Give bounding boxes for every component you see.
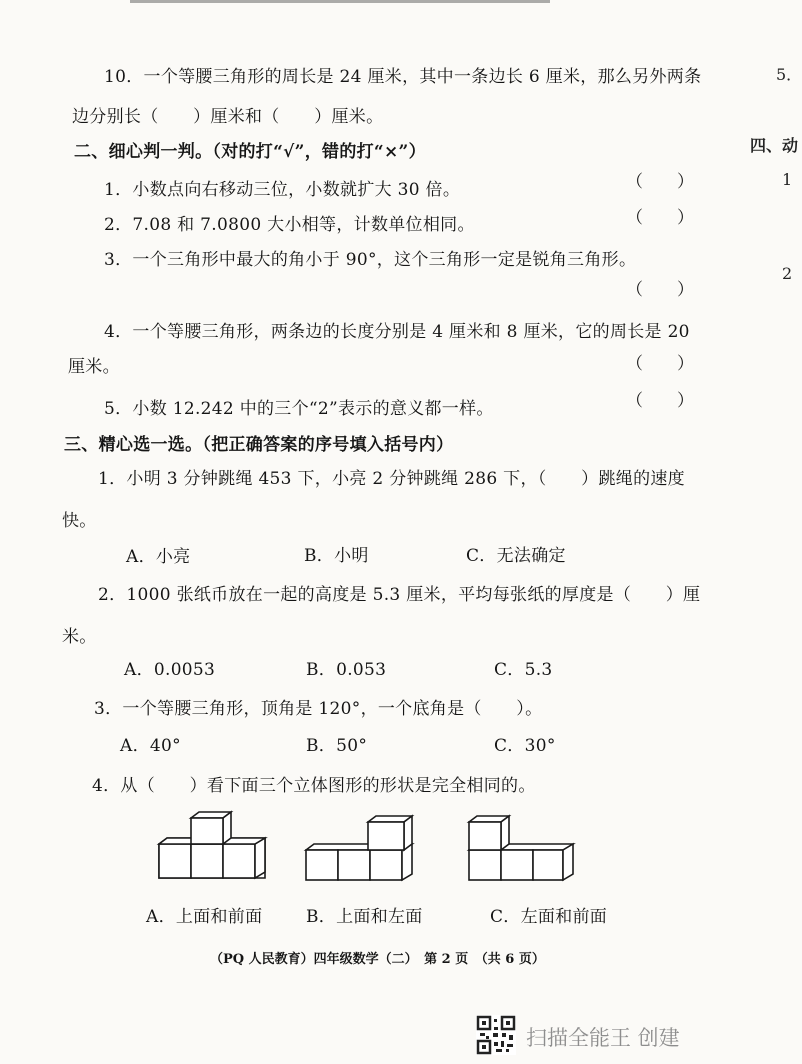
choice-q1-option-b: B．小明 (304, 546, 369, 566)
choice-q4-option-a: A．上面和前面 (146, 907, 263, 927)
choice-q1-line2: 快。 (62, 511, 97, 531)
q10-line1: 10．一个等腰三角形的周长是 24 厘米，其中一条边长 6 厘米，那么另外两条 (104, 67, 702, 87)
scan-top-edge (130, 0, 550, 3)
right-edge-question-5: 5． (776, 65, 802, 84)
choice-q3-option-a: A．40° (120, 736, 181, 756)
right-edge-item-2: 2 (782, 264, 793, 283)
judge-item-1: 1．小数点向右移动三位，小数就扩大 30 倍。 (104, 180, 461, 200)
choice-q4-line1: 4．从（ ）看下面三个立体图形的形状是完全相同的。 (92, 776, 536, 796)
judge-blank-4: （ ） (626, 354, 694, 374)
q10-line2: 边分别长（ ）厘米和（ ）厘米。 (72, 107, 384, 127)
choice-q2-option-a: A．0.0053 (124, 660, 216, 680)
scanner-watermark: 扫描全能王 创建 (526, 1026, 680, 1050)
cube-figure-c (465, 812, 577, 884)
section3-heading: 三、精心选一选。（把正确答案的序号填入括号内） (64, 435, 454, 455)
choice-q2-option-b: B．0.053 (306, 660, 387, 680)
judge-item-2: 2．7.08 和 7.0800 大小相等，计数单位相同。 (104, 215, 475, 235)
section2-heading: 二、细心判一判。（对的打“√”，错的打“×”） (74, 142, 426, 162)
judge-item-3: 3．一个三角形中最大的角小于 90°，这个三角形一定是锐角三角形。 (104, 250, 637, 270)
choice-q2-line1: 2．1000 张纸币放在一起的高度是 5.3 厘米，平均每张纸的厚度是（ ）厘 (98, 585, 701, 605)
page-footer: （PQ 人民教育）四年级数学（二） 第 2 页 （共 6 页） (210, 952, 545, 967)
choice-q1-line1: 1．小明 3 分钟跳绳 453 下，小亮 2 分钟跳绳 286 下，（ ）跳绳的速度 (98, 469, 685, 489)
choice-q3-line1: 3．一个等腰三角形，顶角是 120°，一个底角是（ ）。 (94, 699, 543, 719)
choice-q3-option-b: B．50° (306, 736, 368, 756)
judge-blank-1: （ ） (626, 172, 694, 192)
judge-blank-2: （ ） (626, 208, 694, 228)
choice-q4-option-c: C．左面和前面 (490, 907, 608, 927)
choice-q2-option-c: C．5.3 (494, 660, 553, 680)
qr-code-icon (476, 1015, 516, 1055)
right-edge-item-1: 1 (782, 170, 793, 189)
choice-q2-line2: 米。 (62, 627, 97, 647)
judge-item-5: 5．小数 12.242 中的三个“2”表示的意义都一样。 (104, 399, 494, 419)
judge-blank-5: （ ） (626, 391, 694, 411)
cube-figure-a (155, 808, 271, 884)
choice-q4-option-b: B．上面和左面 (306, 907, 423, 927)
judge-item-4-line2: 厘米。 (68, 357, 120, 377)
choice-q1-option-a: A．小亮 (126, 547, 191, 567)
judge-item-4-line1: 4．一个等腰三角形，两条边的长度分别是 4 厘米和 8 厘米，它的周长是 20 (104, 322, 690, 342)
cube-figure-b (302, 812, 418, 884)
choice-q3-option-c: C．30° (494, 736, 556, 756)
choice-q1-option-c: C．无法确定 (466, 546, 566, 566)
right-edge-section4: 四、动 (750, 136, 799, 155)
judge-blank-3: （ ） (626, 280, 694, 300)
